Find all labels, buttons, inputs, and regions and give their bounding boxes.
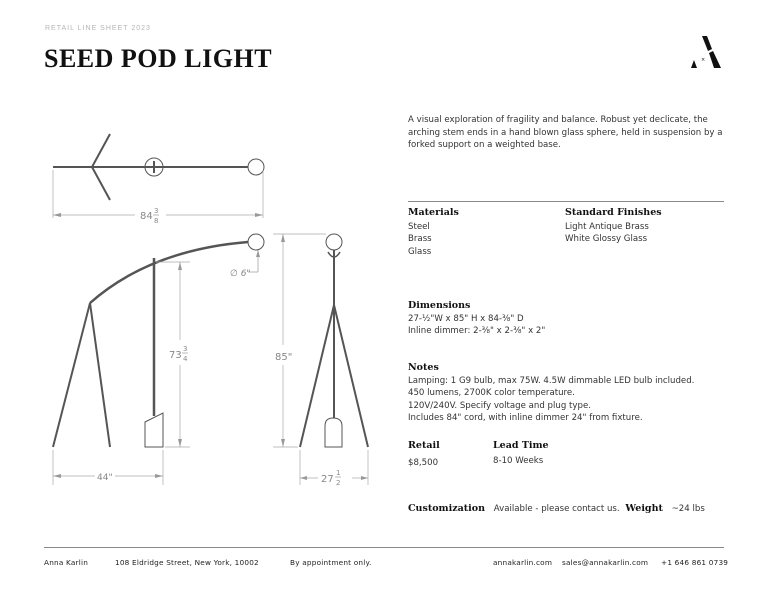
total-height-label: 85"	[275, 352, 293, 363]
svg-text:27: 27	[321, 474, 334, 485]
lead-time-heading: Lead Time	[493, 440, 549, 451]
finishes-section	[565, 207, 662, 246]
svg-text:4: 4	[183, 355, 188, 363]
svg-text:3: 3	[183, 345, 188, 353]
dimension-line: 27-½"W x 85" H x 84-⅜" D	[408, 314, 524, 324]
svg-text:3: 3	[154, 207, 159, 215]
materials-section	[408, 207, 459, 258]
retail-price: $8,500	[408, 458, 439, 468]
material-item: Glass	[408, 246, 432, 257]
material-item: Brass	[408, 234, 432, 245]
eyebrow-label: RETAIL LINE SHEET 2023	[45, 25, 151, 32]
retail-section	[408, 440, 440, 469]
footer-website-link[interactable]: annakarlin.com	[493, 558, 553, 567]
customization-weight-row	[408, 503, 705, 514]
dimension-line: Inline dimmer: 2-⅜" x 2-⅜" x 2"	[408, 326, 546, 337]
note-line: 450 lumens, 2700K color temperature.	[408, 388, 575, 399]
lead-time-section	[493, 440, 549, 467]
finishes-heading: Standard Finishes	[565, 207, 662, 218]
notes-section	[408, 362, 694, 424]
footer-name: Anna Karlin	[44, 558, 89, 567]
product-description: A visual exploration of fragility and balance. Robust yet declicate, the arching stem ends in a hand blown glass sphere, held in suspension by a forked support on a weighted base.	[408, 115, 723, 150]
notes-heading: Notes	[408, 362, 439, 373]
note-line: Includes 84" cord, with inline dimmer 24" from fixture.	[408, 412, 643, 423]
dimensions-heading: Dimensions	[408, 300, 471, 311]
anna-karlin-logo-icon	[688, 34, 728, 70]
base-width-label: 44"	[97, 473, 113, 483]
divider-top	[408, 201, 724, 202]
footer-email-link[interactable]: sales@annakarlin.com	[562, 558, 649, 567]
dimensions-section	[408, 300, 545, 338]
globe-diameter-label: ∅ 6"	[230, 269, 251, 279]
footer-phone-link[interactable]: +1 646 861 0739	[661, 558, 729, 567]
finish-item: White Glossy Glass	[565, 234, 648, 245]
customization-value: Available - please contact us.	[493, 504, 620, 514]
svg-text:73: 73	[169, 350, 182, 361]
footer-hours: By appointment only.	[290, 558, 372, 567]
customization-heading: Customization	[408, 503, 485, 514]
materials-heading: Materials	[408, 207, 459, 218]
material-item: Steel	[408, 222, 430, 232]
svg-text:1: 1	[336, 469, 341, 477]
svg-text:2: 2	[336, 479, 341, 487]
divider-footer	[44, 547, 724, 548]
svg-text:8: 8	[154, 217, 159, 225]
top-width-whole: 84	[140, 211, 153, 222]
svg-text:×: ×	[701, 57, 706, 63]
finish-item: Light Antique Brass	[565, 222, 649, 232]
retail-heading: Retail	[408, 440, 440, 451]
technical-drawing	[0, 0, 400, 540]
footer-address: 108 Eldridge Street, New York, 10002	[115, 558, 259, 567]
weight-value: ~24 lbs	[671, 504, 705, 514]
weight-heading: Weight	[625, 503, 663, 514]
note-line: 120V/240V. Specify voltage and plug type.	[408, 400, 591, 411]
lead-time-value: 8-10 Weeks	[493, 456, 544, 466]
page-title: SEED POD LIGHT	[44, 44, 273, 73]
note-line: Lamping: 1 G9 bulb, max 75W. 4.5W dimmable LED bulb included.	[408, 376, 695, 386]
top-view	[53, 134, 264, 218]
